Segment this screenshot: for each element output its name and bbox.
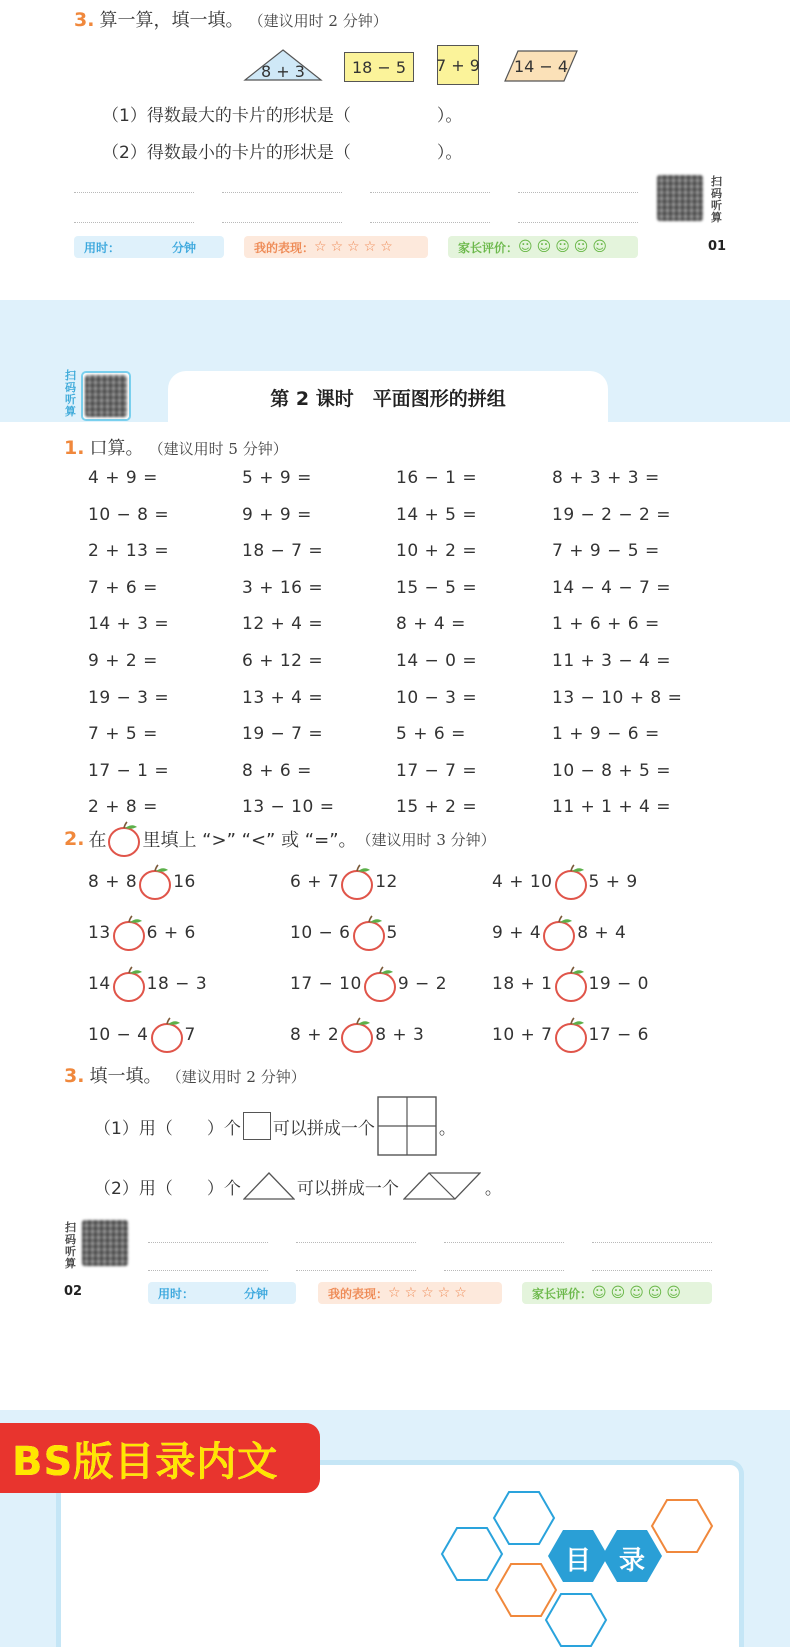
apple-blank-icon[interactable] — [339, 863, 375, 901]
small-triangle-shape — [243, 1172, 295, 1200]
question-title: 口算。 — [89, 438, 144, 459]
time-hint: （建议用时 5 分钟） — [148, 440, 288, 458]
compare-item — [88, 964, 207, 1004]
compare-left: 10 − 4 — [88, 1025, 149, 1045]
calc-problem: 12 + 4 = — [242, 614, 324, 635]
apple-blank-icon[interactable] — [111, 914, 147, 952]
time-hint: （建议用时 2 分钟） — [166, 1068, 306, 1086]
calc-problem: 19 − 7 = — [242, 724, 324, 745]
compare-left: 6 + 7 — [290, 872, 340, 892]
parent-review-label: 家长评价： — [532, 1286, 593, 1301]
calc-problem: 8 + 3 + 3 = — [552, 468, 660, 488]
page-1 — [0, 0, 790, 300]
calc-problem: 14 + 5 = — [396, 504, 478, 525]
apple-blank-icon[interactable] — [351, 914, 387, 952]
fill-text-c: 可以拼成一个 — [296, 1178, 399, 1199]
triangle-card — [243, 48, 323, 82]
compare-item — [492, 1015, 649, 1055]
qr-frame — [81, 371, 131, 421]
compare-right: 7 — [184, 1025, 196, 1045]
compare-right: 12 — [375, 872, 398, 892]
calc-problem: 17 − 1 = — [88, 760, 170, 781]
parent-review-label: 家长评价： — [458, 240, 519, 255]
sub-question-close: ）。 — [436, 106, 463, 126]
sub-question-text: （1）得数最大的卡片的形状是（ — [102, 106, 351, 126]
edition-banner-text: BS版目录内文 — [12, 1438, 279, 1485]
question-3-header — [74, 6, 388, 32]
compare-item — [492, 913, 626, 953]
compare-item — [88, 862, 196, 902]
hexagon-outline-orange — [652, 1500, 712, 1552]
writing-line — [370, 222, 490, 223]
compare-left: 8 + 8 — [88, 872, 138, 892]
calc-problem: 10 − 3 = — [396, 687, 478, 708]
compare-item — [492, 964, 649, 1004]
compare-right: 16 — [173, 872, 196, 892]
calc-problem: 13 + 4 = — [242, 687, 324, 708]
time-hint: （建议用时 3 分钟） — [356, 830, 496, 849]
compare-item — [88, 913, 196, 953]
time-unit: 分钟 — [171, 240, 196, 255]
card-label: 18 − 5 — [351, 57, 407, 77]
calc-problem: 5 + 9 = — [242, 468, 312, 488]
fill-text-b: ）个 — [206, 1118, 241, 1139]
hexagon-outline-blue — [546, 1594, 606, 1646]
card-label: 14 − 4 — [513, 56, 569, 76]
calc-problem: 11 + 3 − 4 = — [552, 651, 672, 671]
apple-blank-icon[interactable] — [553, 1016, 589, 1054]
calc-problem: 6 + 12 = — [242, 651, 324, 671]
apple-blank-icon[interactable] — [339, 1016, 375, 1054]
toc-char-lu: 录 — [618, 1546, 646, 1576]
question-title-post: 里填上 “>” “<” 或 “=”。 — [142, 830, 357, 851]
question-number: 3. — [74, 9, 95, 31]
compare-left: 8 + 2 — [290, 1025, 340, 1045]
apple-blank-icon[interactable] — [137, 863, 173, 901]
compare-right: 9 − 2 — [397, 974, 448, 994]
time-unit: 分钟 — [243, 1286, 268, 1301]
calc-problem: 10 + 2 = — [396, 541, 478, 562]
writing-line — [296, 1270, 416, 1271]
qr-label: 扫码听算 — [65, 1221, 76, 1270]
time-label: 用时： — [158, 1286, 195, 1301]
compare-left: 4 + 10 — [492, 872, 553, 892]
fill-text-b: ）个 — [206, 1178, 241, 1199]
compare-right: 6 + 6 — [146, 923, 196, 943]
writing-line — [444, 1242, 564, 1243]
writing-line — [444, 1270, 564, 1271]
fill-text-d: 。 — [438, 1118, 456, 1139]
parent-review-pill — [448, 236, 638, 258]
question-number: 1. — [64, 437, 85, 459]
calc-problem: 8 + 6 = — [242, 760, 312, 781]
question-title-pre: 在 — [88, 830, 107, 851]
compare-item — [290, 913, 398, 953]
calc-problem: 8 + 4 = — [396, 614, 466, 635]
calc-problem: 3 + 16 = — [242, 577, 324, 598]
calc-problem: 18 − 7 = — [242, 541, 324, 562]
calc-problem: 7 + 6 = — [88, 577, 158, 598]
calc-problem: 2 + 13 = — [88, 541, 170, 562]
writing-line — [518, 192, 638, 193]
writing-line — [74, 192, 194, 193]
calc-problem: 11 + 1 + 4 = — [552, 797, 672, 818]
sub-question-2 — [102, 138, 462, 163]
question-number: 2. — [64, 828, 85, 850]
compare-right: 8 + 4 — [577, 923, 627, 943]
qr-code[interactable] — [85, 375, 127, 417]
hexagon-outline-orange — [496, 1564, 556, 1616]
calc-problem: 9 + 2 = — [88, 651, 158, 671]
calc-problem: 14 + 3 = — [88, 614, 170, 635]
fill-text-d: 。 — [484, 1178, 502, 1199]
time-pill — [148, 1282, 296, 1304]
writing-line — [296, 1242, 416, 1243]
compare-right: 5 + 9 — [588, 872, 638, 892]
question-2-header — [64, 820, 496, 858]
writing-line — [74, 222, 194, 223]
calc-problem: 1 + 9 − 6 = — [552, 724, 660, 745]
fill-text-a: （2）用（ — [94, 1178, 173, 1199]
card-label: 8 + 3 — [261, 61, 305, 81]
apple-blank-icon[interactable] — [362, 965, 398, 1003]
compare-left: 17 − 10 — [290, 974, 362, 994]
page-number: 02 — [64, 1284, 83, 1299]
page-2 — [0, 300, 790, 1410]
question-3-header — [64, 1062, 306, 1088]
calc-problem: 19 − 2 − 2 = — [552, 504, 672, 525]
compare-item — [290, 862, 398, 902]
question-1-header — [64, 434, 288, 460]
compare-right: 18 − 3 — [146, 974, 208, 994]
sub-question-text: （2）得数最小的卡片的形状是（ — [102, 143, 351, 163]
hexagon-outline-blue — [494, 1492, 554, 1544]
writing-line — [592, 1270, 712, 1271]
writing-line — [148, 1242, 268, 1243]
apple-blank-icon[interactable] — [553, 863, 589, 901]
toc-char-mu: 目 — [564, 1546, 592, 1576]
calc-problem: 16 − 1 = — [396, 468, 478, 488]
face-rating[interactable]: ☺☺☺☺☺ — [592, 1285, 685, 1301]
qr-code[interactable] — [82, 1220, 128, 1266]
compare-left: 18 + 1 — [492, 974, 553, 994]
fill-text-a: （1）用（ — [94, 1118, 173, 1139]
rectangle-card — [344, 52, 414, 82]
edition-banner — [0, 1423, 320, 1493]
compare-right: 17 − 6 — [588, 1025, 649, 1045]
compare-item — [290, 1015, 424, 1055]
time-hint: （建议用时 2 分钟） — [248, 12, 388, 30]
compare-item — [492, 862, 638, 902]
lesson-title: 第 2 课时 平面图形的拼组 — [270, 387, 506, 410]
fill-item-2 — [94, 1169, 502, 1203]
question-title: 填一填。 — [89, 1066, 162, 1087]
calc-problem: 4 + 9 = — [88, 468, 158, 488]
calc-problem: 10 − 8 = — [88, 504, 170, 525]
performance-pill — [318, 1282, 502, 1304]
compare-left: 10 + 7 — [492, 1025, 553, 1045]
calc-problem: 19 − 3 = — [88, 687, 170, 708]
apple-blank-icon[interactable] — [553, 965, 589, 1003]
writing-line — [592, 1242, 712, 1243]
compare-grid — [88, 862, 728, 1062]
small-square-shape — [243, 1112, 271, 1140]
compare-left: 10 − 6 — [290, 923, 351, 943]
performance-label: 我的表现： — [328, 1286, 389, 1301]
parent-review-pill — [522, 1282, 712, 1304]
calc-problem: 14 − 0 = — [396, 651, 478, 671]
time-pill — [74, 236, 224, 258]
sub-question-1 — [102, 101, 462, 126]
apple-blank-icon[interactable] — [541, 914, 577, 952]
writing-line — [518, 222, 638, 223]
compare-left: 9 + 4 — [492, 923, 542, 943]
page-number: 01 — [708, 239, 727, 254]
calc-problem: 15 + 2 = — [396, 797, 478, 818]
calc-problem: 7 + 5 = — [88, 724, 158, 745]
time-label: 用时： — [84, 240, 121, 255]
compare-left: 14 — [88, 974, 111, 994]
compare-left: 13 — [88, 923, 111, 943]
star-rating[interactable]: ☆☆☆☆☆ — [314, 239, 397, 255]
compare-item — [290, 964, 447, 1004]
star-rating[interactable]: ☆☆☆☆☆ — [388, 1285, 471, 1301]
compare-right: 8 + 3 — [375, 1025, 425, 1045]
calc-problem: 14 − 4 − 7 = — [552, 577, 672, 598]
compare-item — [88, 1015, 196, 1055]
calc-problem: 10 − 8 + 5 = — [552, 760, 672, 781]
parallelogram-card — [504, 50, 578, 82]
writing-line — [148, 1270, 268, 1271]
calc-problem: 5 + 6 = — [396, 724, 466, 745]
qr-label: 扫码听算 — [711, 175, 722, 224]
mental-math-grid — [88, 468, 708, 838]
writing-line — [370, 192, 490, 193]
lesson-tab — [168, 371, 608, 423]
performance-label: 我的表现： — [254, 240, 315, 255]
question-number: 3. — [64, 1065, 85, 1087]
apple-icon — [106, 820, 142, 858]
calc-problem: 13 − 10 + 8 = — [552, 687, 683, 708]
calc-problem: 7 + 9 − 5 = — [552, 541, 660, 562]
fill-text-c: 可以拼成一个 — [272, 1118, 375, 1139]
question-title: 算一算，填一填。 — [99, 10, 244, 31]
apple-blank-icon[interactable] — [149, 1016, 185, 1054]
writing-line — [222, 192, 342, 193]
calc-problem: 17 − 7 = — [396, 760, 478, 781]
performance-pill — [244, 236, 428, 258]
calc-problem: 1 + 6 + 6 = — [552, 614, 660, 635]
calc-problem: 15 − 5 = — [396, 577, 478, 598]
face-rating[interactable]: ☺☺☺☺☺ — [518, 239, 611, 255]
apple-blank-icon[interactable] — [111, 965, 147, 1003]
compare-right: 19 − 0 — [588, 974, 649, 994]
sub-question-close: ）。 — [436, 143, 463, 163]
calc-problem: 13 − 10 = — [242, 797, 335, 818]
parallelogram-split-shape — [403, 1172, 481, 1200]
hexagon-outline-blue — [442, 1528, 502, 1580]
compare-right: 5 — [386, 923, 398, 943]
calc-problem: 2 + 8 = — [88, 797, 158, 818]
toc-hexagon-cluster — [430, 1488, 730, 1647]
card-label: 7 + 9 — [436, 55, 480, 75]
square-card — [437, 45, 479, 85]
qr-label: 扫码听算 — [65, 369, 76, 418]
qr-code[interactable] — [657, 175, 703, 221]
fill-item-1 — [94, 1096, 456, 1156]
calc-problem: 9 + 9 = — [242, 504, 312, 525]
writing-line — [222, 222, 342, 223]
big-square-grid-shape — [377, 1096, 437, 1156]
